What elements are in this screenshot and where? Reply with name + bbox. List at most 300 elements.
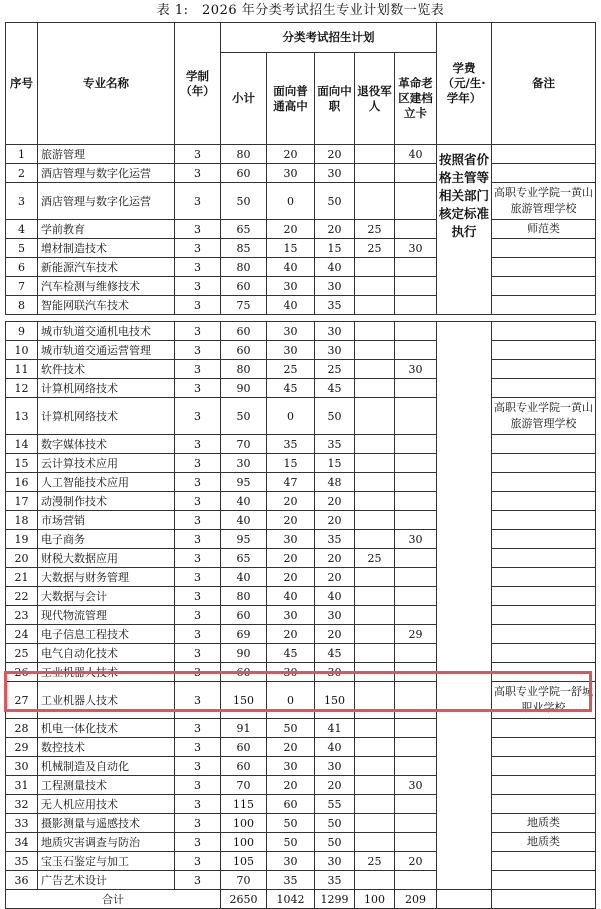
header-years: 学制（年） — [175, 23, 221, 145]
row-number: 2 — [6, 164, 38, 183]
veterans-cell: 25 — [355, 852, 395, 871]
subtotal-cell: 80 — [221, 360, 267, 379]
general-hs-cell: 30 — [267, 663, 315, 682]
subtotal-cell: 80 — [221, 587, 267, 606]
general-hs-cell: 20 — [267, 568, 315, 587]
subtotal-cell: 60 — [221, 606, 267, 625]
vocational-cell: 20 — [315, 145, 355, 164]
general-hs-cell: 60 — [267, 795, 315, 814]
revolution-area-cell — [395, 814, 437, 833]
major-name: 新能源汽车技术 — [38, 258, 175, 277]
header-vocational: 面向中职 — [315, 53, 355, 145]
note-cell — [492, 239, 596, 258]
veterans-cell — [355, 625, 395, 644]
major-name: 机械制造及自动化 — [38, 757, 175, 776]
header-veterans: 退役军人 — [355, 53, 395, 145]
major-name: 计算机网络技术 — [38, 398, 175, 435]
revolution-area-cell: 40 — [395, 145, 437, 164]
table-row — [6, 360, 596, 379]
general-hs-cell: 30 — [267, 606, 315, 625]
veterans-cell — [355, 795, 395, 814]
table-row — [6, 738, 596, 757]
general-hs-cell: 35 — [267, 871, 315, 890]
major-name: 汽车检测与维修技术 — [38, 277, 175, 296]
subtotal-cell: 60 — [221, 341, 267, 360]
totals-subtotal: 2650 — [221, 890, 267, 909]
vocational-cell: 40 — [315, 258, 355, 277]
vocational-cell: 40 — [315, 587, 355, 606]
table-row — [6, 549, 596, 568]
table-row — [6, 814, 596, 833]
veterans-cell — [355, 833, 395, 852]
row-number: 15 — [6, 454, 38, 473]
revolution-area-cell — [395, 682, 437, 719]
veterans-cell — [355, 473, 395, 492]
vocational-cell: 20 — [315, 625, 355, 644]
major-name: 机电一体化技术 — [38, 719, 175, 738]
subtotal-cell: 60 — [221, 757, 267, 776]
veterans-cell — [355, 776, 395, 795]
header-major: 专业名称 — [38, 23, 175, 145]
row-number: 30 — [6, 757, 38, 776]
row-number: 17 — [6, 492, 38, 511]
veterans-cell — [355, 435, 395, 454]
enrollment-plan-table — [5, 22, 596, 909]
veterans-cell: 25 — [355, 220, 395, 239]
general-hs-cell: 50 — [267, 814, 315, 833]
vocational-cell: 20 — [315, 549, 355, 568]
general-hs-cell: 45 — [267, 379, 315, 398]
row-number: 28 — [6, 719, 38, 738]
row-number: 27 — [6, 682, 38, 719]
major-name: 云计算技术应用 — [38, 454, 175, 473]
revolution-area-cell — [395, 492, 437, 511]
vocational-cell: 15 — [315, 454, 355, 473]
years-cell: 3 — [175, 277, 221, 296]
revolution-area-cell — [395, 220, 437, 239]
general-hs-cell: 40 — [267, 587, 315, 606]
years-cell: 3 — [175, 360, 221, 379]
revolution-area-cell — [395, 719, 437, 738]
subtotal-cell: 100 — [221, 833, 267, 852]
subtotal-cell: 90 — [221, 644, 267, 663]
major-name: 数字媒体技术 — [38, 435, 175, 454]
major-name: 大数据与财务管理 — [38, 568, 175, 587]
totals-general-hs: 1042 — [267, 890, 315, 909]
major-name: 工程测量技术 — [38, 776, 175, 795]
general-hs-cell: 15 — [267, 239, 315, 258]
major-name: 大数据与会计 — [38, 587, 175, 606]
general-hs-cell: 25 — [267, 360, 315, 379]
table-row — [6, 871, 596, 890]
note-cell — [492, 644, 596, 663]
table-row — [6, 183, 596, 220]
revolution-area-cell — [395, 473, 437, 492]
major-name: 工业机器人技术 — [38, 663, 175, 682]
major-name: 学前教育 — [38, 220, 175, 239]
row-number: 10 — [6, 341, 38, 360]
table-row — [6, 530, 596, 549]
row-number: 35 — [6, 852, 38, 871]
revolution-area-cell — [395, 795, 437, 814]
subtotal-cell: 80 — [221, 258, 267, 277]
header-plan-group: 分类考试招生计划 — [221, 23, 437, 53]
revolution-area-cell: 30 — [395, 239, 437, 258]
row-number: 7 — [6, 277, 38, 296]
years-cell: 3 — [175, 606, 221, 625]
subtotal-cell: 91 — [221, 719, 267, 738]
general-hs-cell: 20 — [267, 511, 315, 530]
general-hs-cell: 20 — [267, 625, 315, 644]
subtotal-cell: 40 — [221, 511, 267, 530]
note-cell — [492, 164, 596, 183]
revolution-area-cell: 30 — [395, 360, 437, 379]
note-cell: 高职专业学院一黄山旅游管理学校 — [492, 398, 596, 435]
veterans-cell — [355, 454, 395, 473]
years-cell: 3 — [175, 164, 221, 183]
years-cell: 3 — [175, 625, 221, 644]
revolution-area-cell: 30 — [395, 776, 437, 795]
table-row — [6, 606, 596, 625]
revolution-area-cell — [395, 435, 437, 454]
revolution-area-cell — [395, 587, 437, 606]
revolution-area-cell — [395, 738, 437, 757]
major-name: 现代物流管理 — [38, 606, 175, 625]
row-number: 1 — [6, 145, 38, 164]
row-number: 18 — [6, 511, 38, 530]
subtotal-cell: 40 — [221, 492, 267, 511]
general-hs-cell: 30 — [267, 757, 315, 776]
major-name: 电子信息工程技术 — [38, 625, 175, 644]
veterans-cell: 25 — [355, 239, 395, 258]
veterans-cell: 25 — [355, 549, 395, 568]
table-row — [6, 277, 596, 296]
vocational-cell: 50 — [315, 833, 355, 852]
note-cell — [492, 492, 596, 511]
note-cell — [492, 341, 596, 360]
major-name: 酒店管理与数字化运营 — [38, 164, 175, 183]
gap-cell — [6, 315, 596, 322]
veterans-cell — [355, 738, 395, 757]
vocational-cell: 30 — [315, 277, 355, 296]
vocational-cell: 30 — [315, 322, 355, 341]
revolution-area-cell — [395, 833, 437, 852]
row-number: 8 — [6, 296, 38, 315]
header-seq: 序号 — [6, 23, 38, 145]
table-row — [6, 663, 596, 682]
general-hs-cell: 45 — [267, 644, 315, 663]
veterans-cell — [355, 322, 395, 341]
totals-row — [6, 890, 596, 909]
vocational-cell: 45 — [315, 644, 355, 663]
note-cell — [492, 322, 596, 341]
major-name: 地质灾害调查与防治 — [38, 833, 175, 852]
row-number: 14 — [6, 435, 38, 454]
row-number: 11 — [6, 360, 38, 379]
veterans-cell — [355, 398, 395, 435]
major-name: 电子商务 — [38, 530, 175, 549]
veterans-cell — [355, 719, 395, 738]
vocational-cell: 35 — [315, 435, 355, 454]
general-hs-cell: 30 — [267, 341, 315, 360]
table-row — [6, 258, 596, 277]
vocational-cell: 20 — [315, 568, 355, 587]
vocational-cell: 50 — [315, 398, 355, 435]
subtotal-cell: 69 — [221, 625, 267, 644]
table-row — [6, 852, 596, 871]
revolution-area-cell: 20 — [395, 852, 437, 871]
general-hs-cell: 20 — [267, 738, 315, 757]
subtotal-cell: 65 — [221, 220, 267, 239]
row-number: 21 — [6, 568, 38, 587]
revolution-area-cell — [395, 644, 437, 663]
major-name: 工业机器人技术 — [38, 682, 175, 719]
note-cell — [492, 473, 596, 492]
years-cell: 3 — [175, 322, 221, 341]
table-row — [6, 454, 596, 473]
table-row — [6, 719, 596, 738]
veterans-cell — [355, 682, 395, 719]
table-row — [6, 435, 596, 454]
veterans-cell — [355, 530, 395, 549]
fee-cell: 按照省价格主管等相关部门核定标准执行 — [437, 145, 492, 315]
general-hs-cell: 50 — [267, 833, 315, 852]
veterans-cell — [355, 757, 395, 776]
vocational-cell: 35 — [315, 296, 355, 315]
veterans-cell — [355, 871, 395, 890]
years-cell: 3 — [175, 239, 221, 258]
note-cell — [492, 568, 596, 587]
subtotal-cell: 85 — [221, 239, 267, 258]
note-cell — [492, 549, 596, 568]
vocational-cell: 30 — [315, 757, 355, 776]
row-number: 36 — [6, 871, 38, 890]
table-row — [6, 164, 596, 183]
major-name: 酒店管理与数字化运营 — [38, 183, 175, 220]
header-revolution-area: 革命老区建档立卡 — [395, 53, 437, 145]
table-row — [6, 341, 596, 360]
veterans-cell — [355, 568, 395, 587]
subtotal-cell: 70 — [221, 776, 267, 795]
table-row — [6, 145, 596, 164]
note-cell: 地质类 — [492, 833, 596, 852]
note-cell — [492, 852, 596, 871]
revolution-area-cell — [395, 757, 437, 776]
row-number: 12 — [6, 379, 38, 398]
note-cell — [492, 379, 596, 398]
table-row — [6, 220, 596, 239]
table-row — [6, 682, 596, 719]
subtotal-cell: 95 — [221, 473, 267, 492]
general-hs-cell: 0 — [267, 682, 315, 719]
subtotal-cell: 105 — [221, 852, 267, 871]
years-cell: 3 — [175, 795, 221, 814]
subtotal-cell: 50 — [221, 398, 267, 435]
vocational-cell: 40 — [315, 738, 355, 757]
general-hs-cell: 15 — [267, 454, 315, 473]
veterans-cell — [355, 341, 395, 360]
revolution-area-cell — [395, 549, 437, 568]
years-cell: 3 — [175, 492, 221, 511]
revolution-area-cell — [395, 258, 437, 277]
row-number: 31 — [6, 776, 38, 795]
subtotal-cell: 75 — [221, 296, 267, 315]
revolution-area-cell — [395, 663, 437, 682]
totals-revolution-area: 209 — [395, 890, 437, 909]
subtotal-cell: 80 — [221, 145, 267, 164]
subtotal-cell: 150 — [221, 682, 267, 719]
row-number: 13 — [6, 398, 38, 435]
years-cell: 3 — [175, 398, 221, 435]
note-cell — [492, 511, 596, 530]
subtotal-cell: 70 — [221, 871, 267, 890]
subtotal-cell: 60 — [221, 277, 267, 296]
note-cell: 师范类 — [492, 220, 596, 239]
vocational-cell: 50 — [315, 814, 355, 833]
revolution-area-cell — [395, 183, 437, 220]
table-row — [6, 644, 596, 663]
general-hs-cell: 20 — [267, 549, 315, 568]
note-cell — [492, 871, 596, 890]
revolution-area-cell — [395, 454, 437, 473]
major-name: 市场营销 — [38, 511, 175, 530]
revolution-area-cell — [395, 379, 437, 398]
revolution-area-cell — [395, 296, 437, 315]
vocational-cell: 25 — [315, 360, 355, 379]
vocational-cell: 55 — [315, 795, 355, 814]
major-name: 广告艺术设计 — [38, 871, 175, 890]
table-row — [6, 625, 596, 644]
table-row — [6, 492, 596, 511]
table-row — [6, 795, 596, 814]
major-name: 电气自动化技术 — [38, 644, 175, 663]
years-cell: 3 — [175, 871, 221, 890]
note-cell — [492, 757, 596, 776]
note-cell — [492, 277, 596, 296]
general-hs-cell: 20 — [267, 220, 315, 239]
table-row — [6, 568, 596, 587]
major-name: 城市轨道交通机电技术 — [38, 322, 175, 341]
revolution-area-cell — [395, 511, 437, 530]
general-hs-cell: 30 — [267, 852, 315, 871]
major-name: 智能网联汽车技术 — [38, 296, 175, 315]
table-caption: 表 1: 2026 年分类考试招生专业计划数一览表 — [156, 3, 445, 18]
years-cell: 3 — [175, 644, 221, 663]
years-cell: 3 — [175, 719, 221, 738]
section-gap — [6, 315, 596, 322]
major-name: 计算机网络技术 — [38, 379, 175, 398]
table-row — [6, 833, 596, 852]
years-cell: 3 — [175, 473, 221, 492]
major-name: 财税大数据应用 — [38, 549, 175, 568]
veterans-cell — [355, 183, 395, 220]
totals-note — [492, 890, 596, 909]
fee-cell — [437, 322, 492, 890]
vocational-cell: 30 — [315, 164, 355, 183]
note-cell — [492, 258, 596, 277]
years-cell: 3 — [175, 833, 221, 852]
general-hs-cell: 35 — [267, 435, 315, 454]
table-row — [6, 239, 596, 258]
table-row — [6, 398, 596, 435]
header-subtotal: 小计 — [221, 53, 267, 145]
years-cell: 3 — [175, 587, 221, 606]
header-fee: 学费（元/生·学年） — [437, 23, 492, 145]
years-cell: 3 — [175, 435, 221, 454]
years-cell: 3 — [175, 530, 221, 549]
general-hs-cell: 30 — [267, 530, 315, 549]
veterans-cell — [355, 663, 395, 682]
vocational-cell: 35 — [315, 530, 355, 549]
note-cell — [492, 625, 596, 644]
note-cell — [492, 795, 596, 814]
subtotal-cell: 60 — [221, 663, 267, 682]
row-number: 16 — [6, 473, 38, 492]
major-name: 城市轨道交通运营管理 — [38, 341, 175, 360]
vocational-cell: 48 — [315, 473, 355, 492]
row-number: 25 — [6, 644, 38, 663]
years-cell: 3 — [175, 220, 221, 239]
years-cell: 3 — [175, 511, 221, 530]
row-number: 5 — [6, 239, 38, 258]
general-hs-cell: 40 — [267, 258, 315, 277]
note-cell — [492, 663, 596, 682]
years-cell: 3 — [175, 738, 221, 757]
subtotal-cell: 100 — [221, 814, 267, 833]
years-cell: 3 — [175, 568, 221, 587]
row-number: 29 — [6, 738, 38, 757]
veterans-cell — [355, 258, 395, 277]
veterans-cell — [355, 145, 395, 164]
major-name: 增材制造技术 — [38, 239, 175, 258]
row-number: 19 — [6, 530, 38, 549]
general-hs-cell: 30 — [267, 322, 315, 341]
subtotal-cell: 95 — [221, 530, 267, 549]
note-cell — [492, 145, 596, 164]
subtotal-cell: 90 — [221, 379, 267, 398]
veterans-cell — [355, 606, 395, 625]
major-name: 软件技术 — [38, 360, 175, 379]
veterans-cell — [355, 511, 395, 530]
years-cell: 3 — [175, 145, 221, 164]
table-row — [6, 587, 596, 606]
vocational-cell: 45 — [315, 379, 355, 398]
row-number: 26 — [6, 663, 38, 682]
note-cell — [492, 776, 596, 795]
major-name: 摄影测量与遥感技术 — [38, 814, 175, 833]
subtotal-cell: 65 — [221, 549, 267, 568]
note-cell — [492, 296, 596, 315]
major-name: 人工智能技术应用 — [38, 473, 175, 492]
subtotal-cell: 40 — [221, 568, 267, 587]
years-cell: 3 — [175, 776, 221, 795]
note-cell: 高职专业学院一黄山旅游管理学校 — [492, 183, 596, 220]
note-cell — [492, 606, 596, 625]
revolution-area-cell — [395, 277, 437, 296]
vocational-cell: 20 — [315, 492, 355, 511]
table-row — [6, 379, 596, 398]
years-cell: 3 — [175, 757, 221, 776]
years-cell: 3 — [175, 663, 221, 682]
veterans-cell — [355, 296, 395, 315]
veterans-cell — [355, 277, 395, 296]
totals-label: 合计 — [6, 890, 221, 909]
note-cell — [492, 360, 596, 379]
general-hs-cell: 20 — [267, 776, 315, 795]
table-row — [6, 757, 596, 776]
table-row — [6, 473, 596, 492]
note-cell — [492, 454, 596, 473]
